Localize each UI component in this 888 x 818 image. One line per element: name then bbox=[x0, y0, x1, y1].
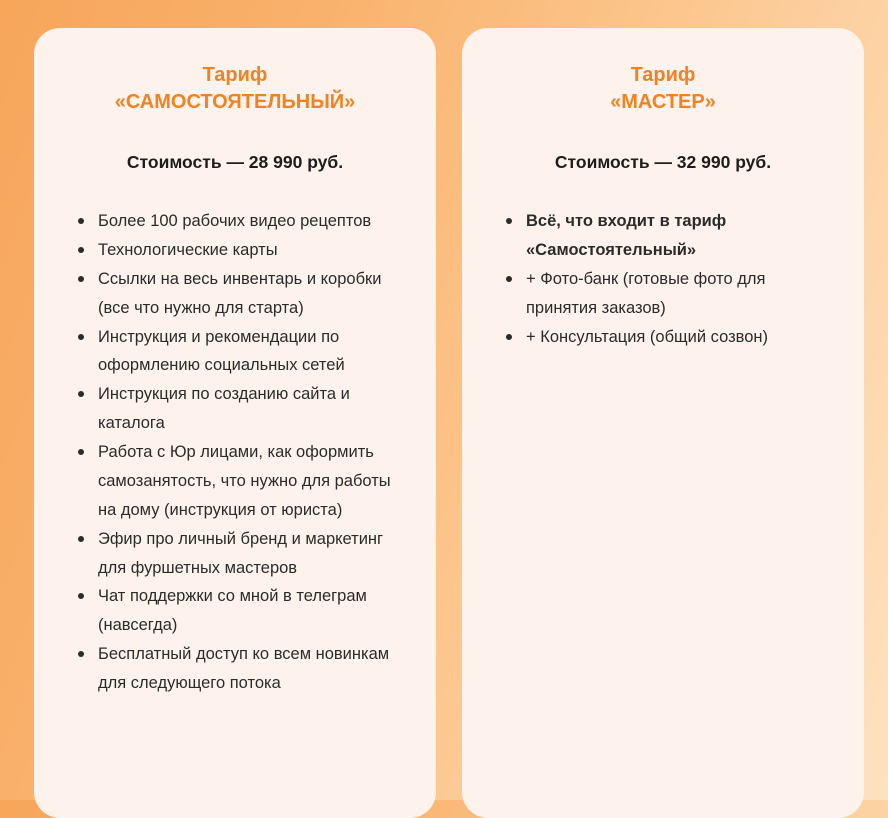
card-title-line2: «САМОСТОЯТЕЛЬНЫЙ» bbox=[114, 91, 356, 113]
list-item: Инструкция по созданию сайта и каталога bbox=[94, 380, 410, 438]
card-price: Стоимость — 28 990 руб. bbox=[126, 152, 344, 172]
feature-list bbox=[488, 207, 838, 351]
list-item: Ссылки на весь инвентарь и коробки (все что нужно для старта) bbox=[94, 265, 410, 323]
card-title bbox=[60, 62, 410, 116]
list-item: + Фото-банк (готовые фото для принятия заказов) bbox=[522, 265, 838, 323]
list-item: Более 100 рабочих видео рецептов bbox=[94, 207, 410, 236]
list-item: Технологические карты bbox=[94, 236, 410, 265]
card-title-line1: Тариф bbox=[202, 64, 268, 86]
pricing-card-master bbox=[462, 28, 864, 818]
card-price: Стоимость — 32 990 руб. bbox=[554, 152, 772, 172]
list-item: Чат поддержки со мной в телеграм (навсегда) bbox=[94, 582, 410, 640]
card-title-line1: Тариф bbox=[630, 64, 696, 86]
feature-list bbox=[60, 207, 410, 698]
card-title-line2: «МАСТЕР» bbox=[610, 91, 716, 113]
list-item: + Консультация (общий созвон) bbox=[522, 323, 838, 352]
pricing-card-self bbox=[34, 28, 436, 818]
list-item: Всё, что входит в тариф «Самостоятельный» bbox=[522, 207, 838, 265]
list-item: Эфир про личный бренд и маркетинг для фуршетных мастеров bbox=[94, 525, 410, 583]
card-title bbox=[488, 62, 838, 116]
list-item: Бесплатный доступ ко всем новинкам для следующего потока bbox=[94, 640, 410, 698]
list-item: Инструкция и рекомендации по оформлению социальных сетей bbox=[94, 323, 410, 381]
list-item: Работа с Юр лицами, как оформить самозанятость, что нужно для работы на дому (инструкция от юриста) bbox=[94, 438, 410, 525]
